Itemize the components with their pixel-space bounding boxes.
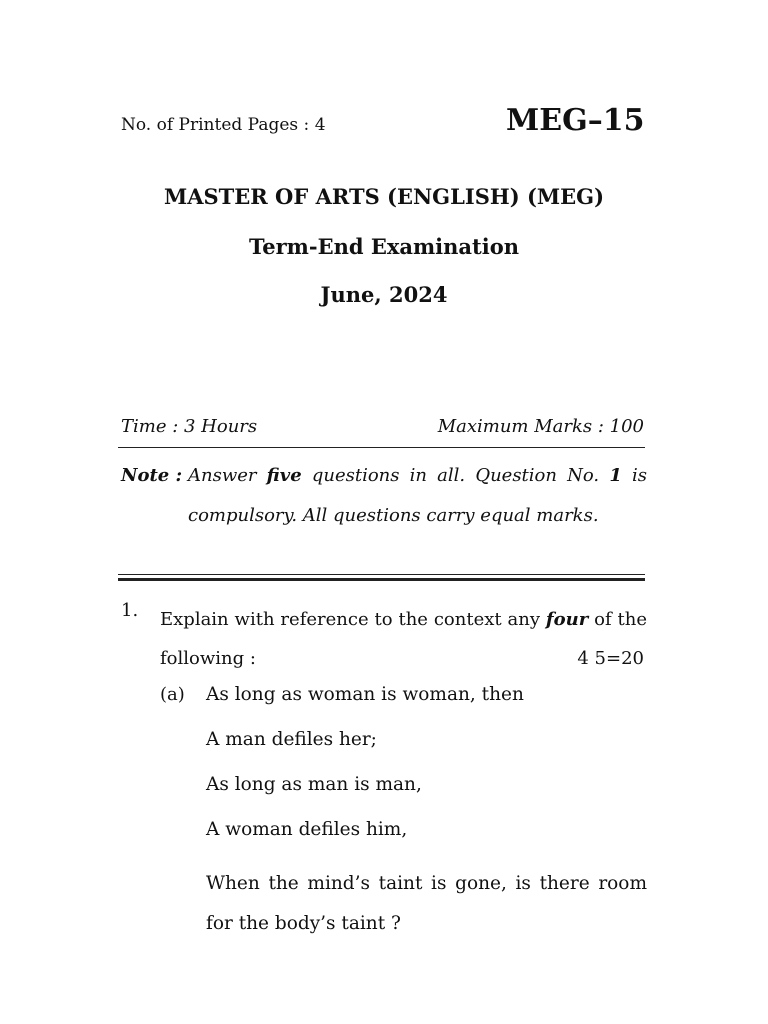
note-emphasis: five [266,465,302,486]
programme-title: MASTER OF ARTS (ENGLISH) (MEG) [163,184,605,209]
note-text-part: questions in all. Question No. [301,465,610,486]
note-text-part: is compulsory. All questions carry equal marks. [188,465,648,526]
question-emphasis: four [545,609,589,630]
quoted-line: A man defiles her; [206,729,377,750]
sub-question-label: (a) [160,684,185,705]
divider-rule [118,447,645,448]
divider-rule [118,578,645,581]
question-marks: 4 5=20 [577,648,644,669]
exam-session: June, 2024 [320,282,448,307]
quoted-line: As long as woman is woman, then [206,684,524,705]
instructions-note [121,456,647,536]
quoted-line: When the mind’s taint is gone, is there room for the body’s taint ? [206,873,647,934]
question-text-part: Explain with reference to the context any [160,609,546,630]
note-text-part: Answer [188,465,267,486]
question-text-part: of the following : [160,609,648,669]
question-text [160,600,647,678]
question-number: 1. [121,600,139,621]
exam-title: Term-End Examination [248,234,519,259]
note-label: Note : [121,465,183,486]
paper-code: MEG–15 [506,103,645,138]
divider-rule [118,574,645,575]
quoted-line: As long as man is man, [206,774,422,795]
printed-pages-count: No. of Printed Pages : 4 [121,115,326,135]
quoted-line: A woman defiles him, [206,819,408,840]
note-emphasis: 1 [609,465,622,486]
maximum-marks: Maximum Marks : 100 [437,416,644,437]
exam-duration: Time : 3 Hours [121,416,258,437]
note-text [121,456,647,536]
